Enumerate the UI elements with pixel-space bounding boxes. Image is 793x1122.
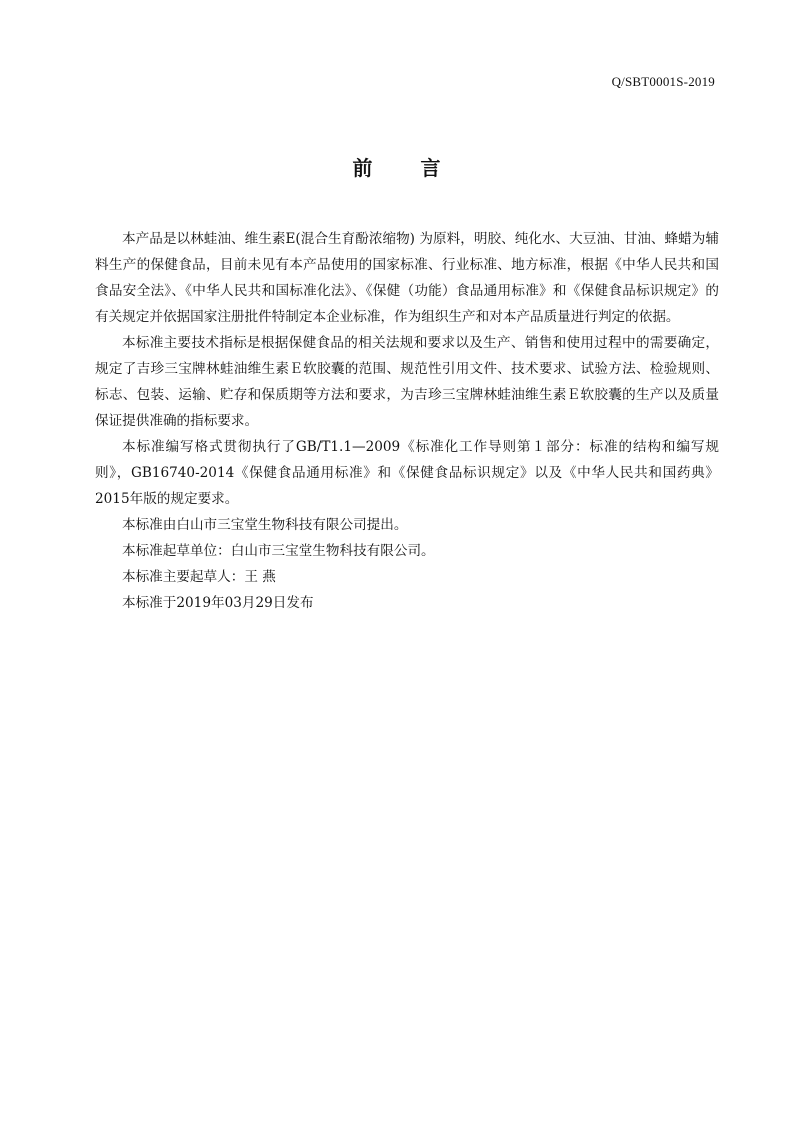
title-char-2: 言: [420, 156, 441, 180]
document-code: Q/SBT0001S-2019: [611, 74, 715, 89]
paragraph-intro: 本产品是以林蛙油、维生素E(混合生育酚浓缩物) 为原料，明胶、纯化水、大豆油、甘油、蜂蜡为辅料生产的保健食品，目前未见有本产品使用的国家标准、行业标准、地方标准，根据《中华人民共和国食品安全法》、《中华人民共和国标准化法》、《保健（功能）食品通用标准》和《保健食品标识规定》的有关规定并依据国家注册批件特制定本企业标准，作为组织生产和对本产品质量进行判定的依据。: [95, 231, 719, 325]
paragraph-technical-indicators: 本标准主要技术指标是根据保健食品的相关法规和要求以及生产、销售和使用过程中的需要确定，规定了吉珍三宝牌林蛙油维生素Ｅ软胶囊的范围、规范性引用文件、技术要求、试验方法、检验规则、标志、包装、运输、贮存和保质期等方法和要求，为吉珍三宝牌林蛙油维生素Ｅ软胶囊的生产以及质量保证提供准确的指标要求。: [95, 335, 719, 429]
paragraph-main-drafter: 本标准主要起草人：王 燕: [122, 569, 276, 585]
paragraph-proposer: 本标准由白山市三宝堂生物科技有限公司提出。: [122, 517, 408, 533]
paragraph-format-compliance: 本标准编写格式贯彻执行了GB/T1.1—2009《标准化工作导则第１部分：标准的结构和编写规则》，GB16740-2014《保健食品通用标准》和《保健食品标识规定》以及《中华人民共和国药典》2015年版的规定要求。: [95, 439, 719, 507]
title-char-1: 前: [352, 156, 373, 180]
foreword-body: [95, 226, 719, 616]
page-title: [0, 152, 793, 181]
paragraph-release-date: 本标准于2019年03月29日发布: [122, 595, 314, 611]
paragraph-drafting-unit: 本标准起草单位：白山市三宝堂生物科技有限公司。: [122, 543, 435, 559]
